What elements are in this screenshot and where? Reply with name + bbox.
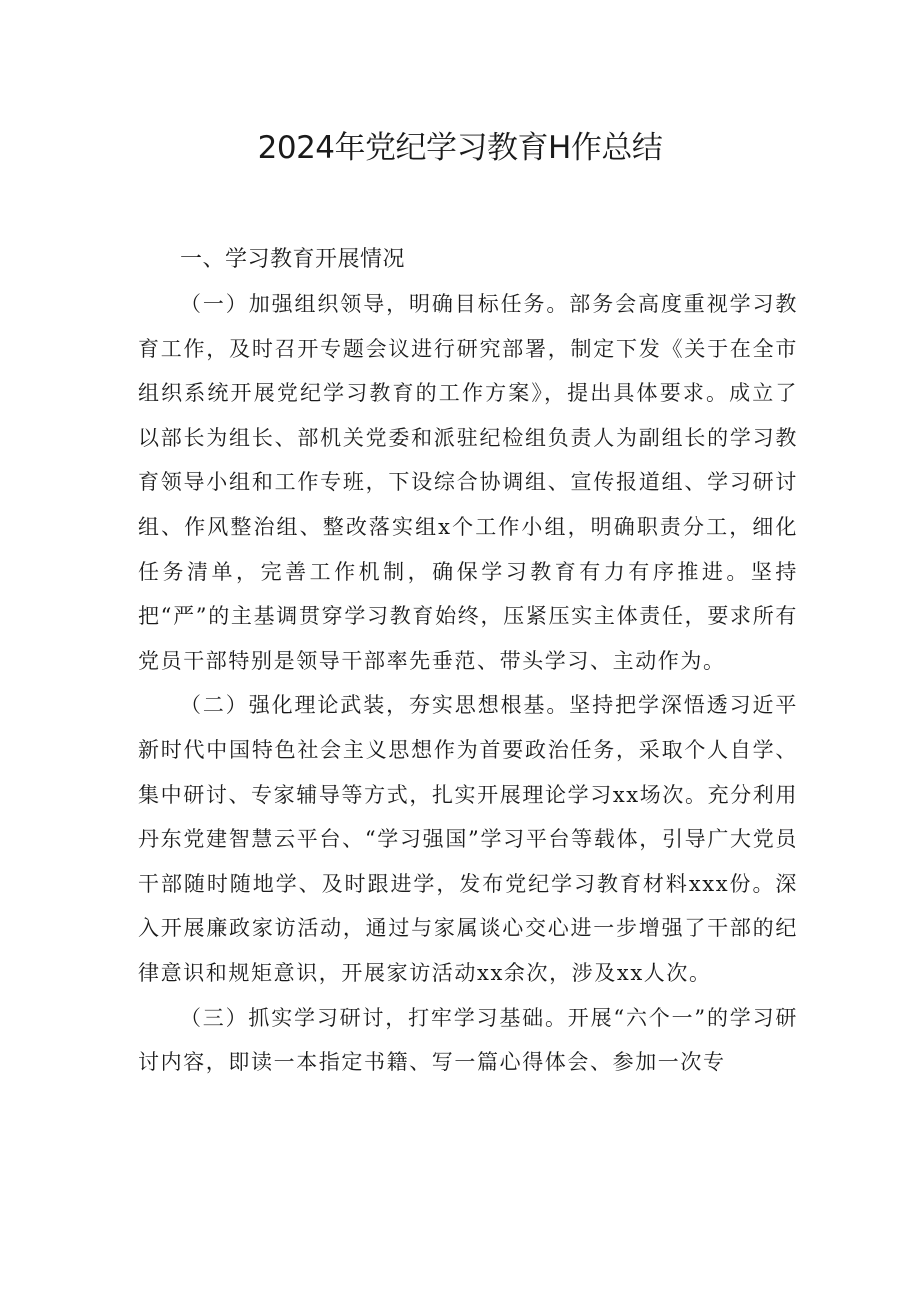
document-title: 2024年党纪学习教育H作总结 — [257, 130, 663, 166]
document-body — [138, 238, 798, 1085]
paragraph-organization-leadership: （一）加强组织领导，明确目标任务。部务会高度重视学习教育工作，及时召开专题会议进行研究部署，制定下发《关于在全市组织系统开展党纪学习教育的工作方案》，提出具体要求。成立了以部长为组长、部机关党委和派驻纪检组负责人为副组长的学习教育领导小组和工作专班，下设综合协调组、宣传报道组、学习研讨组、作风整治组、整改落实组x个工作小组，明确职责分工，细化任务清单，完善工作机制，确保学习教育有力有序推进。坚持把“严”的主基调贯穿学习教育始终，压紧压实主体责任，要求所有党员干部特别是领导干部率先垂范、带头学习、主动作为。 — [138, 292, 798, 673]
paragraph-theory-study: （二）强化理论武装，夯实思想根基。坚持把学深悟透习近平新时代中国特色社会主义思想作为首要政治任务，采取个人自学、集中研讨、专家辅导等方式，扎实开展理论学习xx场次。充分利用丹东党建智慧云平台、“学习强国”学习平台等载体，引导广大党员干部随时随地学、及时跟进学，发布党纪学习教育材料xxx份。深入开展廉政家访活动，通过与家属谈心交心进一步增强了干部的纪律意识和规矩意识，开展家访活动xx余次，涉及xx人次。 — [138, 693, 798, 985]
section-heading: 一、学习教育开展情况 — [180, 247, 406, 272]
paragraph-study-discussion: （三）抓实学习研讨，打牢学习基础。开展“六个一”的学习研讨内容，即读一本指定书籍、写一篇心得体会、参加一次专 — [138, 1005, 798, 1075]
